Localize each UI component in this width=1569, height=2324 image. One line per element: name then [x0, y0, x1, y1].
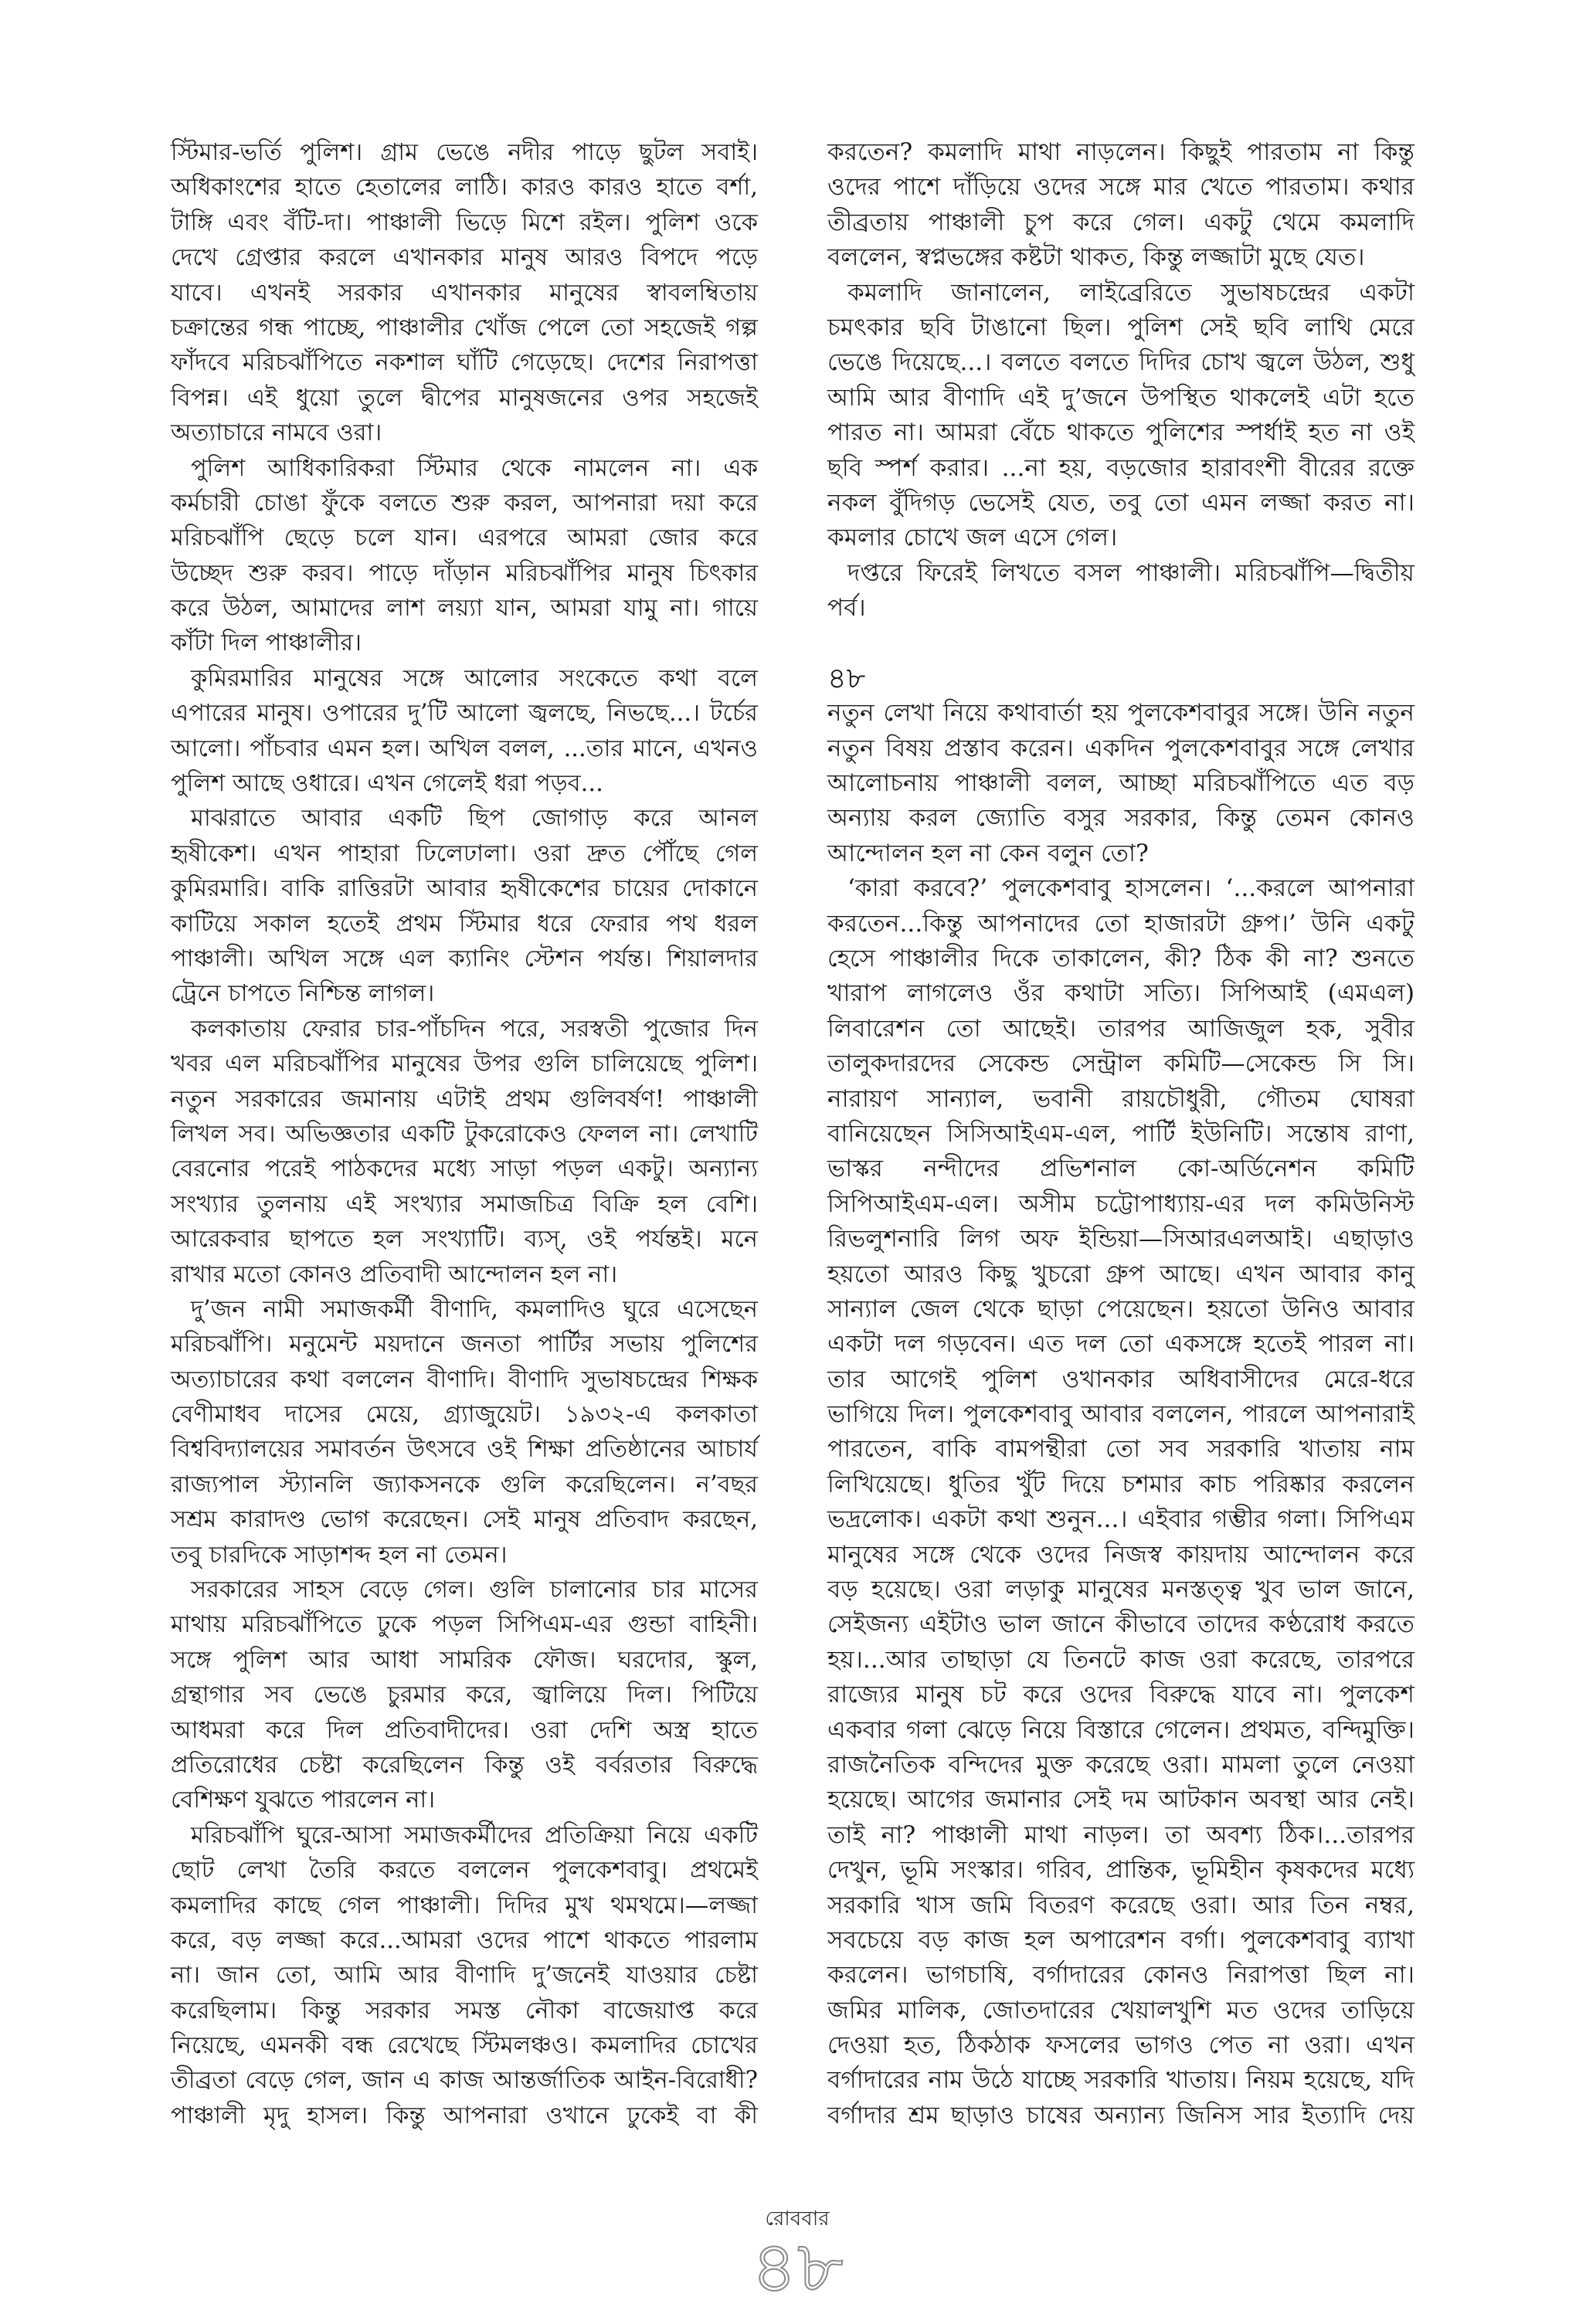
- text-line: সঙ্গে পুলিশ আর আধা সামরিক ফৌজ। ঘরদোর, স্কুল,: [171, 1646, 758, 1674]
- text-line: করে উঠল, আমাদের লাশ লয়্যা যান, আমরা যামু না। গায়ে: [171, 595, 758, 623]
- text-line: আন্দোলন হল না কেন বলুন তো?: [827, 839, 1149, 867]
- text-line: করতেন? কমলাদি মাথা নাড়লেন। কিছুই পারতাম না কিন্তু: [827, 138, 1414, 166]
- text-line: আলোচনায় পাঞ্চালী বলল, আচ্ছা মরিচঝাঁপিতে এত বড়: [827, 769, 1414, 798]
- text-line: বেণীমাধব দাসের মেয়ে, গ্র্যাজুয়েট। ১৯৩২-এ কলকাতা: [171, 1401, 758, 1429]
- paragraph: [827, 135, 1414, 276]
- left-column: [171, 135, 758, 2133]
- text-line: রাজ্যের মানুষ চট করে ওদের বিরুদ্ধে যাবে না। পুলকেশ: [827, 1681, 1414, 1709]
- text-line: দেওয়া হত, ঠিকঠাক ফসলের ভাগও পেত না ওরা। এখন: [827, 2031, 1414, 2060]
- text-line: আমি আর বীণাদি এই দু’জনে উপস্থিত থাকলেই এটা হতে: [827, 383, 1414, 412]
- text-line: সবচেয়ে বড় কাজ হল অপারেশন বর্গা। পুলকেশবাবু ব্যাখা: [827, 1925, 1414, 1954]
- text-line: কমলার চোখে জল এসে গেল।: [827, 524, 1118, 552]
- text-line: আরেকবার ছাপতে হল সংখ্যাটি। ব্যস্, ওই পর্যন্তই। মনে: [171, 1226, 758, 1254]
- text-line: স্টিমার-ভর্তি পুলিশ। গ্রাম ভেঙে নদীর পাড়ে ছুটল সবাই।: [171, 139, 758, 166]
- text-line: আধমরা করে দিল প্রতিবাদীদের। ওরা দেশি অস্ত্র হাতে: [171, 1716, 758, 1744]
- text-line: পারতেন, বাকি বামপন্থীরা তো সব সরকারি খাতায় নাম: [827, 1435, 1414, 1464]
- text-line: হেসে পাঞ্চালীর দিকে তাকালেন, কী? ঠিক কী না? শুনতে: [827, 944, 1414, 972]
- text-line: নারায়ণ সান্যাল, ভবানী রায়চৌধুরী, গৌতম ঘোষরা: [827, 1084, 1414, 1113]
- text-line: নতুন সরকারের জমানায় এটাই প্রথম গুলিবর্ষণ! পাঞ্চালী: [171, 1085, 758, 1113]
- text-line: ভেঙে দিয়েছে...। বলতে বলতে দিদির চোখ জ্বলে উঠল, শুধু: [827, 348, 1414, 377]
- text-line: টাঙ্গি এবং বঁটি-দা। পাঞ্চালী ভিড়ে মিশে রইল। পুলিশ ওকে: [171, 209, 758, 236]
- text-line: পুলিশ আছে ওধারে। এখন গেলেই ধরা পড়ব...: [171, 770, 603, 798]
- text-line: হয়তো আরও কিছু খুচরো গ্রুপ আছে। এখন আবার কানু: [827, 1260, 1414, 1288]
- text-line: কমলাদির কাছে গেল পাঞ্চালী। দিদির মুখ থমথমে।—লজ্জা: [171, 1891, 758, 1919]
- text-line: ভাগিয়ে দিল। পুলকেশবাবু আবার বললেন, পারলে আপনারাই: [827, 1400, 1414, 1429]
- text-line: মানুষের সঙ্গে থেকে ওদের নিজস্ব কায়দায় আন্দোলন করে: [827, 1540, 1414, 1569]
- text-line: খবর এল মরিচঝাঁপির মানুষের উপর গুলি চালিয়েছে পুলিশ।: [171, 1050, 758, 1078]
- text-line: সশ্রম কারাদণ্ড ভোগ করেছেন। সেই মানুষ প্রতিবাদ করছেন,: [171, 1506, 758, 1534]
- text-line: রাজ্যপাল স্ট্যানলি জ্যাকসনকে গুলি করেছিলেন। ন’বছর: [171, 1471, 758, 1498]
- text-line: হৃষীকেশ। এখন পাহারা ঢিলেঢালা। ওরা দ্রুত পৌঁছে গেল: [171, 840, 758, 867]
- paragraph: [827, 556, 1414, 626]
- text-line: নকল বুঁদিগড় ভেসেই যেত, তবু তো এমন লজ্জা করত না।: [827, 488, 1414, 517]
- text-line: কর্মচারী চোঙা ফুঁকে বলতে শুরু করল, আপনারা দয়া করে: [171, 489, 758, 517]
- text-line: তালুকদারদের সেকেন্ড সেন্ট্রাল কমিটি—সেকেন্ড সি সি।: [827, 1050, 1414, 1078]
- text-line: দেখে গ্রেপ্তার করলে এখানকার মানুষ আরও বিপদে পড়ে: [171, 244, 758, 272]
- paragraph: [171, 451, 758, 661]
- text-line: চমৎকার ছবি টাঙানো ছিল। পুলিশ সেই ছবি লাথি মেরে: [827, 313, 1414, 341]
- text-line: অধিকাংশের হাতে হেতালের লাঠি। কারও কারও হাতে বর্শা,: [171, 174, 758, 202]
- paragraph: [171, 1573, 758, 1818]
- text-line: সরকারের সাহস বেড়ে গেল। গুলি চালানোর চার মাসের: [191, 1576, 758, 1604]
- text-line: পুলিশ আধিকারিকরা স্টিমার থেকে নামলেন না। এক: [191, 454, 758, 482]
- paragraph: [171, 661, 758, 802]
- paragraph: [171, 1292, 758, 1573]
- text-line: একটা দল গড়বেন। এত দল তো একসঙ্গে হতেই পারল না।: [827, 1330, 1414, 1359]
- text-line: গ্রন্থাগার সব ভেঙে চুরমার করে, জ্বালিয়ে দিল। পিটিয়ে: [171, 1681, 758, 1709]
- text-line: লিখিয়েছে। ধুতির খুঁট দিয়ে চশমার কাচ পরিষ্কার করলেন: [827, 1470, 1414, 1498]
- paragraph: [171, 1818, 758, 2134]
- text-line: মাঝরাতে আবার একটি ছিপ জোগাড় করে আনল: [191, 805, 758, 833]
- text-line: কুমিরমারির মানুষের সঙ্গে আলোর সংকেতে কথা বলে: [191, 664, 758, 692]
- text-line: রিভলুশনারি লিগ অফ ইন্ডিয়া—সিআরএলআই। এছাড়াও: [827, 1225, 1414, 1254]
- text-line: যাবে। এখনই সরকার এখানকার মানুষের স্বাবলম্বিতায়: [171, 279, 758, 307]
- text-line: ফাঁদবে মরিচঝাঁপিতে নকশাল ঘাঁটি গেড়েছে। দেশের নিরাপত্তা: [171, 349, 758, 377]
- text-line: অত্যাচারে নামবে ওরা।: [171, 419, 382, 447]
- text-line: বর্গাদারের নাম উঠে যাচ্ছে সরকারি খাতায়। নিয়ম হয়েছে, যদি: [827, 2066, 1414, 2095]
- text-line: ভদ্রলোক। একটা কথা শুনুন...। এইবার গম্ভীর গলা। সিপিএম: [827, 1505, 1414, 1534]
- text-line: দু’জন নামী সমাজকর্মী বীণাদি, কমলাদিও ঘুরে এসেছেন: [191, 1295, 758, 1323]
- paragraph: [827, 276, 1414, 556]
- text-line: পর্ব।: [827, 594, 866, 623]
- text-line: করলেন। ভাগচাষি, বর্গাদারের কোনও নিরাপত্তা ছিল না।: [827, 1961, 1414, 1990]
- text-line: ছবি স্পর্শ করার। ...না হয়, বড়জোর হারাবংশী বীরের রক্তে: [827, 453, 1414, 482]
- text-line: বেশিক্ষণ যুঝতে পারলেন না।: [171, 1786, 436, 1814]
- text-line: পাঞ্চালী। অখিল সঙ্গে এল ক্যানিং স্টেশন পর্যন্ত। শিয়ালদার: [171, 945, 758, 972]
- text-line: প্রতিরোধের চেষ্টা করেছিলেন কিন্তু ওই বর্বরতার বিরুদ্ধে: [171, 1751, 758, 1779]
- text-line: দপ্তরে ফিরেই লিখতে বসল পাঞ্চালী। মরিচঝাঁপি—দ্বিতীয়: [847, 558, 1414, 587]
- text-block-after-chapter: [827, 696, 1414, 2133]
- text-line: উচ্ছেদ শুরু করব। পাড়ে দাঁড়ান মরিচঝাঁপির মানুষ চিৎকার: [171, 559, 758, 587]
- right-column: [827, 135, 1414, 2133]
- text-line: ‘কারা করবে?’ পুলকেশবাবু হাসলেন। ‘...করলে আপনারা: [847, 874, 1414, 903]
- text-line: রাজনৈতিক বন্দিদের মুক্ত করেছে ওরা। মামলা তুলে নেওয়া: [827, 1750, 1414, 1779]
- text-line: জমির মালিক, জোতদারের খেয়ালখুশি মত ওদের তাড়িয়ে: [827, 1996, 1414, 2024]
- text-line: হয়।...আর তাছাড়া যে তিনটে কাজ ওরা করেছে, তারপরে: [827, 1645, 1414, 1674]
- text-line: ভাস্কর নন্দীদের প্রভিশনাল কো-অর্ডিনেশন কমিটি: [827, 1155, 1414, 1183]
- text-line: কলকাতায় ফেরার চার-পাঁচদিন পরে, সরস্বতী পুজোর দিন: [191, 1015, 758, 1043]
- text-line: একবার গলা ঝেড়ে নিয়ে বিস্তারে গেলেন। প্রথমত, বন্দিমুক্তি।: [827, 1715, 1414, 1744]
- text-line: আলো। পাঁচবার এমন হল। অখিল বলল, ...তার মানে, এখনও: [171, 735, 758, 762]
- text-line: বিপন্ন। এই ধুয়ো তুলে দ্বীপের মানুষজনের ওপর সহজেই: [171, 384, 758, 412]
- text-line: তীব্রতায় পাঞ্চালী চুপ করে গেল। একটু থেমে কমলাদি: [827, 208, 1414, 236]
- text-line: বেরনোর পরেই পাঠকদের মধ্যে সাড়া পড়ল একটু। অন্যান্য: [171, 1155, 758, 1183]
- text-line: করে, বড় লজ্জা করে...আমরা ওদের পাশে থাকতে পারলাম: [171, 1926, 758, 1954]
- text-line: তীব্রতা বেড়ে গেল, জান এ কাজ আন্তর্জাতিক আইন-বিরোধী?: [171, 2067, 758, 2095]
- text-line: রাখার মতো কোনও প্রতিবাদী আন্দোলন হল না।: [171, 1260, 618, 1288]
- text-line: লিবারেশন তো আছেই। তারপর আজিজুল হক, সুবীর: [827, 1014, 1414, 1043]
- paragraph: [171, 135, 758, 451]
- text-line: ট্রেনে চাপতে নিশ্চিন্ত লাগল।: [171, 980, 435, 1008]
- text-block-before-chapter: [827, 135, 1414, 626]
- paragraph: [827, 871, 1414, 2133]
- paragraph: [171, 1012, 758, 1292]
- text-line: নতুন বিষয় প্রস্তাব করেন। একদিন পুলকেশবাবুর সঙ্গে লেখার: [827, 734, 1414, 762]
- text-line: মাথায় মরিচঝাঁপিতে ঢুকে পড়ল সিপিএম-এর গুন্ডা বাহিনী।: [171, 1611, 758, 1639]
- text-line: মরিচঝাঁপি ছেড়ে চলে যান। এরপরে আমরা জোর করে: [171, 524, 758, 552]
- chapter-number: ৪৮: [827, 660, 866, 695]
- text-line: কমলাদি জানালেন, লাইব্রেরিতে সুভাষচন্দ্রের একটা: [847, 278, 1414, 307]
- text-line: কুমিরমারি। বাকি রাত্তিরটা আবার হৃষীকেশের চায়ের দোকানে: [171, 875, 758, 903]
- text-line: সান্যাল জেল থেকে ছাড়া পেয়েছেন। হয়তো উনিও আবার: [827, 1294, 1414, 1323]
- text-line: সেইজন্য এইটাও ভাল জানে কীভাবে তাদের কণ্ঠরোধ করতে: [827, 1610, 1414, 1639]
- paragraph: [171, 801, 758, 1011]
- text-line: এপারের মানুষ। ওপারের দু’টি আলো জ্বলছে, নিভছে...। টর্চের: [171, 700, 758, 728]
- text-line: বিশ্ববিদ্যালয়ের সমাবর্তন উৎসবে ওই শিক্ষা প্রতিষ্ঠানের আচার্য: [171, 1436, 758, 1464]
- text-line: হয়েছে। আগের জমানার সেই দম আটকান অবস্থা আর নেই।: [827, 1786, 1414, 1814]
- text-line: চক্রান্তের গন্ধ পাচ্ছে, পাঞ্চালীর খোঁজ পেলে তো সহজেই গল্প: [171, 314, 758, 341]
- section-gap: [827, 626, 1414, 660]
- paragraph: [827, 696, 1414, 871]
- text-line: না। জান তো, আমি আর বীণাদি দু’জনেই যাওয়ার চেষ্টা: [171, 1962, 758, 1990]
- magazine-name: রোববার: [765, 2207, 830, 2231]
- text-line: করতেন...কিন্তু আপনাদের তো হাজারটা গ্রুপ।’ উনি একটু: [827, 909, 1414, 938]
- text-line: লিখল সব। অভিজ্ঞতার একটি টুকরোকেও ফেলল না। লেখাটি: [171, 1120, 758, 1148]
- text-line: বড় হয়েছে। ওরা লড়াকু মানুষের মনস্তত্ত্ব খুব ভাল জানে,: [827, 1576, 1414, 1604]
- text-line: সরকারি খাস জমি বিতরণ করেছে ওরা। আর তিন নম্বর,: [827, 1891, 1414, 1919]
- text-line: তার আগেই পুলিশ ওখানকার অধিবাসীদের মেরে-ধরে: [827, 1365, 1414, 1393]
- text-line: বললেন, স্বপ্নভঙ্গের কষ্টটা থাকত, কিন্তু লজ্জাটা মুছে যেত।: [827, 243, 1365, 272]
- text-line: খারাপ লাগলেও ওঁর কথাটা সত্যি। সিপিআই (এমএল): [827, 979, 1414, 1008]
- text-line: দেখুন, ভূমি সংস্কার। গরিব, প্রান্তিক, ভূমিহীন কৃষকদের মধ্যে: [827, 1856, 1414, 1885]
- text-line: সংখ্যার তুলনায় এই সংখ্যার সমাজচিত্র বিক্রি হল বেশি।: [171, 1190, 758, 1218]
- text-line: সিপিআইএম-এল। অসীম চট্টোপাধ্যায়-এর দল কমিউনিস্ট: [827, 1189, 1414, 1218]
- text-line: পাঞ্চালী মৃদু হাসল। কিন্তু আপনারা ওখানে ঢুকেই বা কী: [171, 2102, 758, 2129]
- text-line: ওদের পাশে দাঁড়িয়ে ওদের সঙ্গে মার খেতে পারতাম। কথার: [827, 173, 1414, 202]
- text-line: নতুন লেখা নিয়ে কথাবার্তা হয় পুলকেশবাবুর সঙ্গে। উনি নতুন: [827, 699, 1414, 728]
- text-line: অত্যাচারের কথা বললেন বীণাদি। বীণাদি সুভাষচন্দ্রের শিক্ষক: [171, 1366, 758, 1393]
- text-line: বানিয়েছেন সিসিআইএম-এল, পার্টি ইউনিটি। সন্তোষ রাণা,: [827, 1119, 1414, 1148]
- text-line: তবু চারদিকে সাড়াশব্দ হল না তেমন।: [171, 1541, 508, 1569]
- text-line: বর্গাদার শ্রম ছাড়াও চাষের অন্যান্য জিনিস সার ইত্যাদি দেয়: [827, 2101, 1414, 2129]
- page-number: ৪৮: [751, 2226, 844, 2309]
- text-line: তাই না? পাঞ্চালী মাথা নাড়ল। তা অবশ্য ঠিক।...তারপর: [827, 1820, 1414, 1849]
- text-line: করেছিলাম। কিন্তু সরকার সমস্ত নৌকা বাজেয়াপ্ত করে: [171, 1997, 758, 2024]
- text-line: মরিচঝাঁপি। মনুমেন্ট ময়দানে জনতা পার্টির সভায় পুলিশের: [171, 1331, 758, 1359]
- text-line: পারত না। আমরা বেঁচে থাকতে পুলিশের স্পর্ধাই হত না ওই: [827, 419, 1414, 447]
- text-line: ছোট লেখা তৈরি করতে বললেন পুলকেশবাবু। প্রথমেই: [171, 1857, 758, 1885]
- text-line: কাটিয়ে সকাল হতেই প্রথম স্টিমার ধরে ফেরার পথ ধরল: [171, 910, 758, 938]
- text-line: মরিচঝাঁপি ঘুরে-আসা সমাজকর্মীদের প্রতিক্রিয়া নিয়ে একটি: [191, 1821, 758, 1849]
- text-line: কাঁটা দিল পাঞ্চালীর।: [171, 629, 362, 657]
- text-line: অন্যায় করল জ্যোতি বসুর সরকার, কিন্তু তেমন কোনও: [827, 804, 1414, 833]
- text-line: নিয়েছে, এমনকী বন্ধ রেখেছে স্টিমলঞ্চও। কমলাদির চোখের: [171, 2032, 758, 2060]
